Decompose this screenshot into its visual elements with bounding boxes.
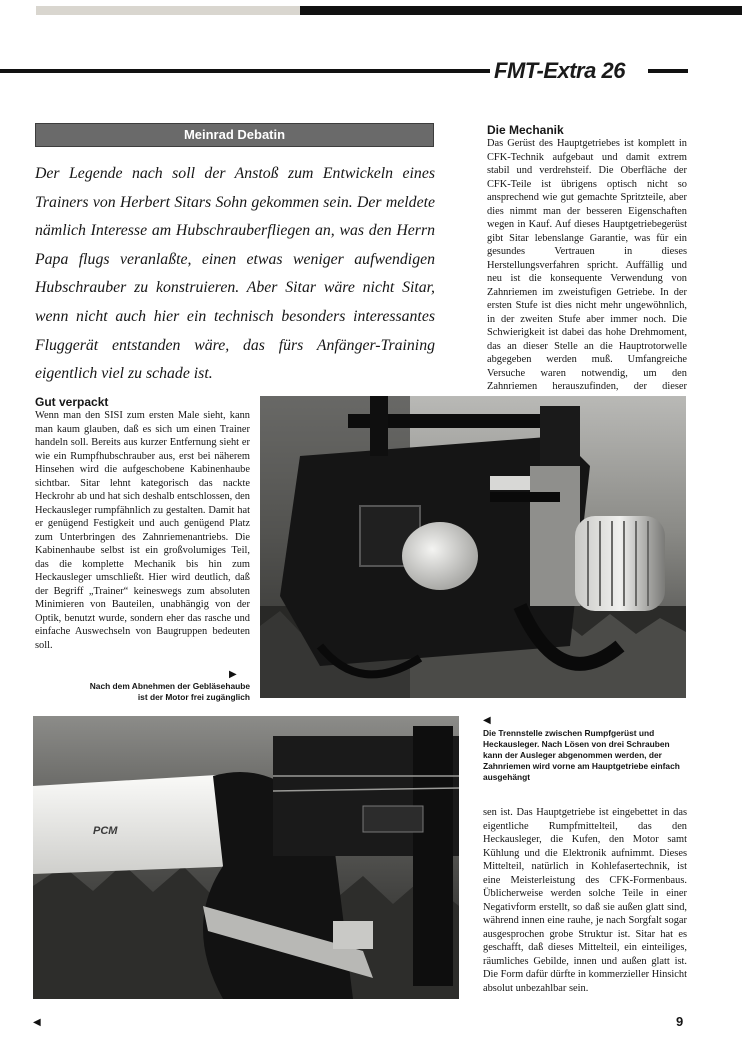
footer-arrow-left-icon: ◀: [33, 1017, 41, 1028]
caption-trennstelle: Die Trennstelle zwischen Rumpfgerüst und Heckausleger. Nach Lösen von drei Schrauben kann der Ausleger abgenommen werden, der Zahnriemen wird vorne am Hauptgetriebe einfach ausgehängt: [483, 728, 680, 782]
magazine-title: FMT-Extra 26: [494, 58, 625, 83]
author-bar: [35, 123, 434, 147]
header-rule-left: [0, 69, 490, 73]
top-light-bar-segment: [36, 6, 300, 15]
page-number: 9: [676, 1014, 684, 1029]
caption-motor: Nach dem Abnehmen der Gebläsehaube ist der Motor frei zugänglich: [89, 681, 250, 702]
header-rule-right: [648, 69, 688, 73]
heading-mechanik: Die Mechanik: [487, 123, 564, 137]
photo-tailboom: [33, 716, 459, 999]
heading-gut-verpackt: Gut verpackt: [35, 395, 109, 409]
photo-pcm-label: PCM: [93, 825, 118, 837]
caption-arrow-right-icon: ▶: [229, 669, 237, 680]
text-continuation: sen ist. Das Hauptgetriebe ist eingebettet in das eigentliche Rumpfmittelteil, das den Heckausleger, die Kufen, den Motor samt Kühlung und die Elektronik aufnimmt. Dieses Mittelteil, natürlich in Kohlefasertechnik, ist eine Meisterleistung des CFK-Formenbaus. Üblicherweise werden solche Teile in einer Negativform erstellt, so daß sie außen glatt sind, während innen eine rauhe, je nach Sorgfalt sogar ausgesprochen grobe Struktur ist. Sitar hat es geschafft, daß dieses Mittelteil, ein einteiliges, räumliches Gebilde, innen und außen glatt ist. Die Form dafür dürfte in kommerzieller Hinsicht absolut unbezahlbar sein.: [483, 807, 687, 994]
text-mechanik: Das Gerüst des Hauptgetriebes ist komplett in CFK-Technik aufgebaut und damit extrem stabil und verdrehsteif. Die Oberfläche der CFK-Teile ist übrigens optisch nicht so ansprechend wie gut gemachte Spritzteile, aber dies nimmt man der besseren Eigenschaften wegen in Kauf. Auf dieses Hauptgetriebegerüst gibt Sitar lebenslange Garantie, was für ein gesundes Vertrauen in dieses Herstellungsverfahren spricht. Auffällig und neu ist die konsequente Verwendung von Zahnriemen im zweistufigen Getriebe. In der ersten Stufe ist dies nicht mehr ungewöhnlich, in der zweiten Stufe aber immer noch. Die Schwierigkeit ist dabei das hohe Drehmoment, das an dieser Stelle an die Hauptrotorwelle abgegeben werden muß. Umfangreiche Versuche waren notwendig, um den Zahnriemen herauszufinden, der dieser: [487, 138, 687, 392]
photo-engine: [260, 396, 686, 698]
text-gut-verpackt: Wenn man den SISI zum ersten Male sieht, kann man kaum glauben, daß es sich um einen Trainer handeln soll. Bereits aus kurzer Entfernung sieht er wie ein Rumpfhubschrauber aus, erst bei näherem Hinsehen wird die aufgeschobene Kabinenhaube sichtbar. Sitar lehnt kategorisch das nackte Heckrohr ab und hat sich deshalb entschlossen, den Heckausleger rumpfähnlich zu gestalten. Damit hat er genügend Festigkeit und auch genügend Platz zum Unterbringen des Zahnriemenantriebs. Die Kabinenhaube selbst ist ein großvolumiges Teil, das die komplette Mechanik bis hin zum Heckausleger umschließt. Hier wird deutlich, daß der Begriff „Trainer“ keineswegs zum absoluten Minimieren von Bauteilen, unabhängig von der Optik, benutzt wurde, sondern eher das rasche und einfache Auswechseln von Baugruppen bedeuten soll.: [35, 410, 250, 651]
author-name: Meinrad Debatin: [183, 127, 286, 142]
intro-paragraph: Der Legende nach soll der Anstoß zum Entwickeln eines Trainers von Herbert Sitars Sohn gekommen sein. Der meldete nämlich Interesse am Hubschrauberfliegen an, was den Herrn Papa flugs veranlaßte, einen etwas weniger aufwendigen Hubschrauber zu konstruieren. Aber Sitar wäre nicht Sitar, wenn nicht auch hier ein technisch besonders interessantes Fluggerät entstanden wäre, das fürs Anfänger-Training eigentlich viel zu schade ist.: [35, 165, 435, 383]
caption-arrow-left-icon: ◀: [483, 715, 491, 726]
